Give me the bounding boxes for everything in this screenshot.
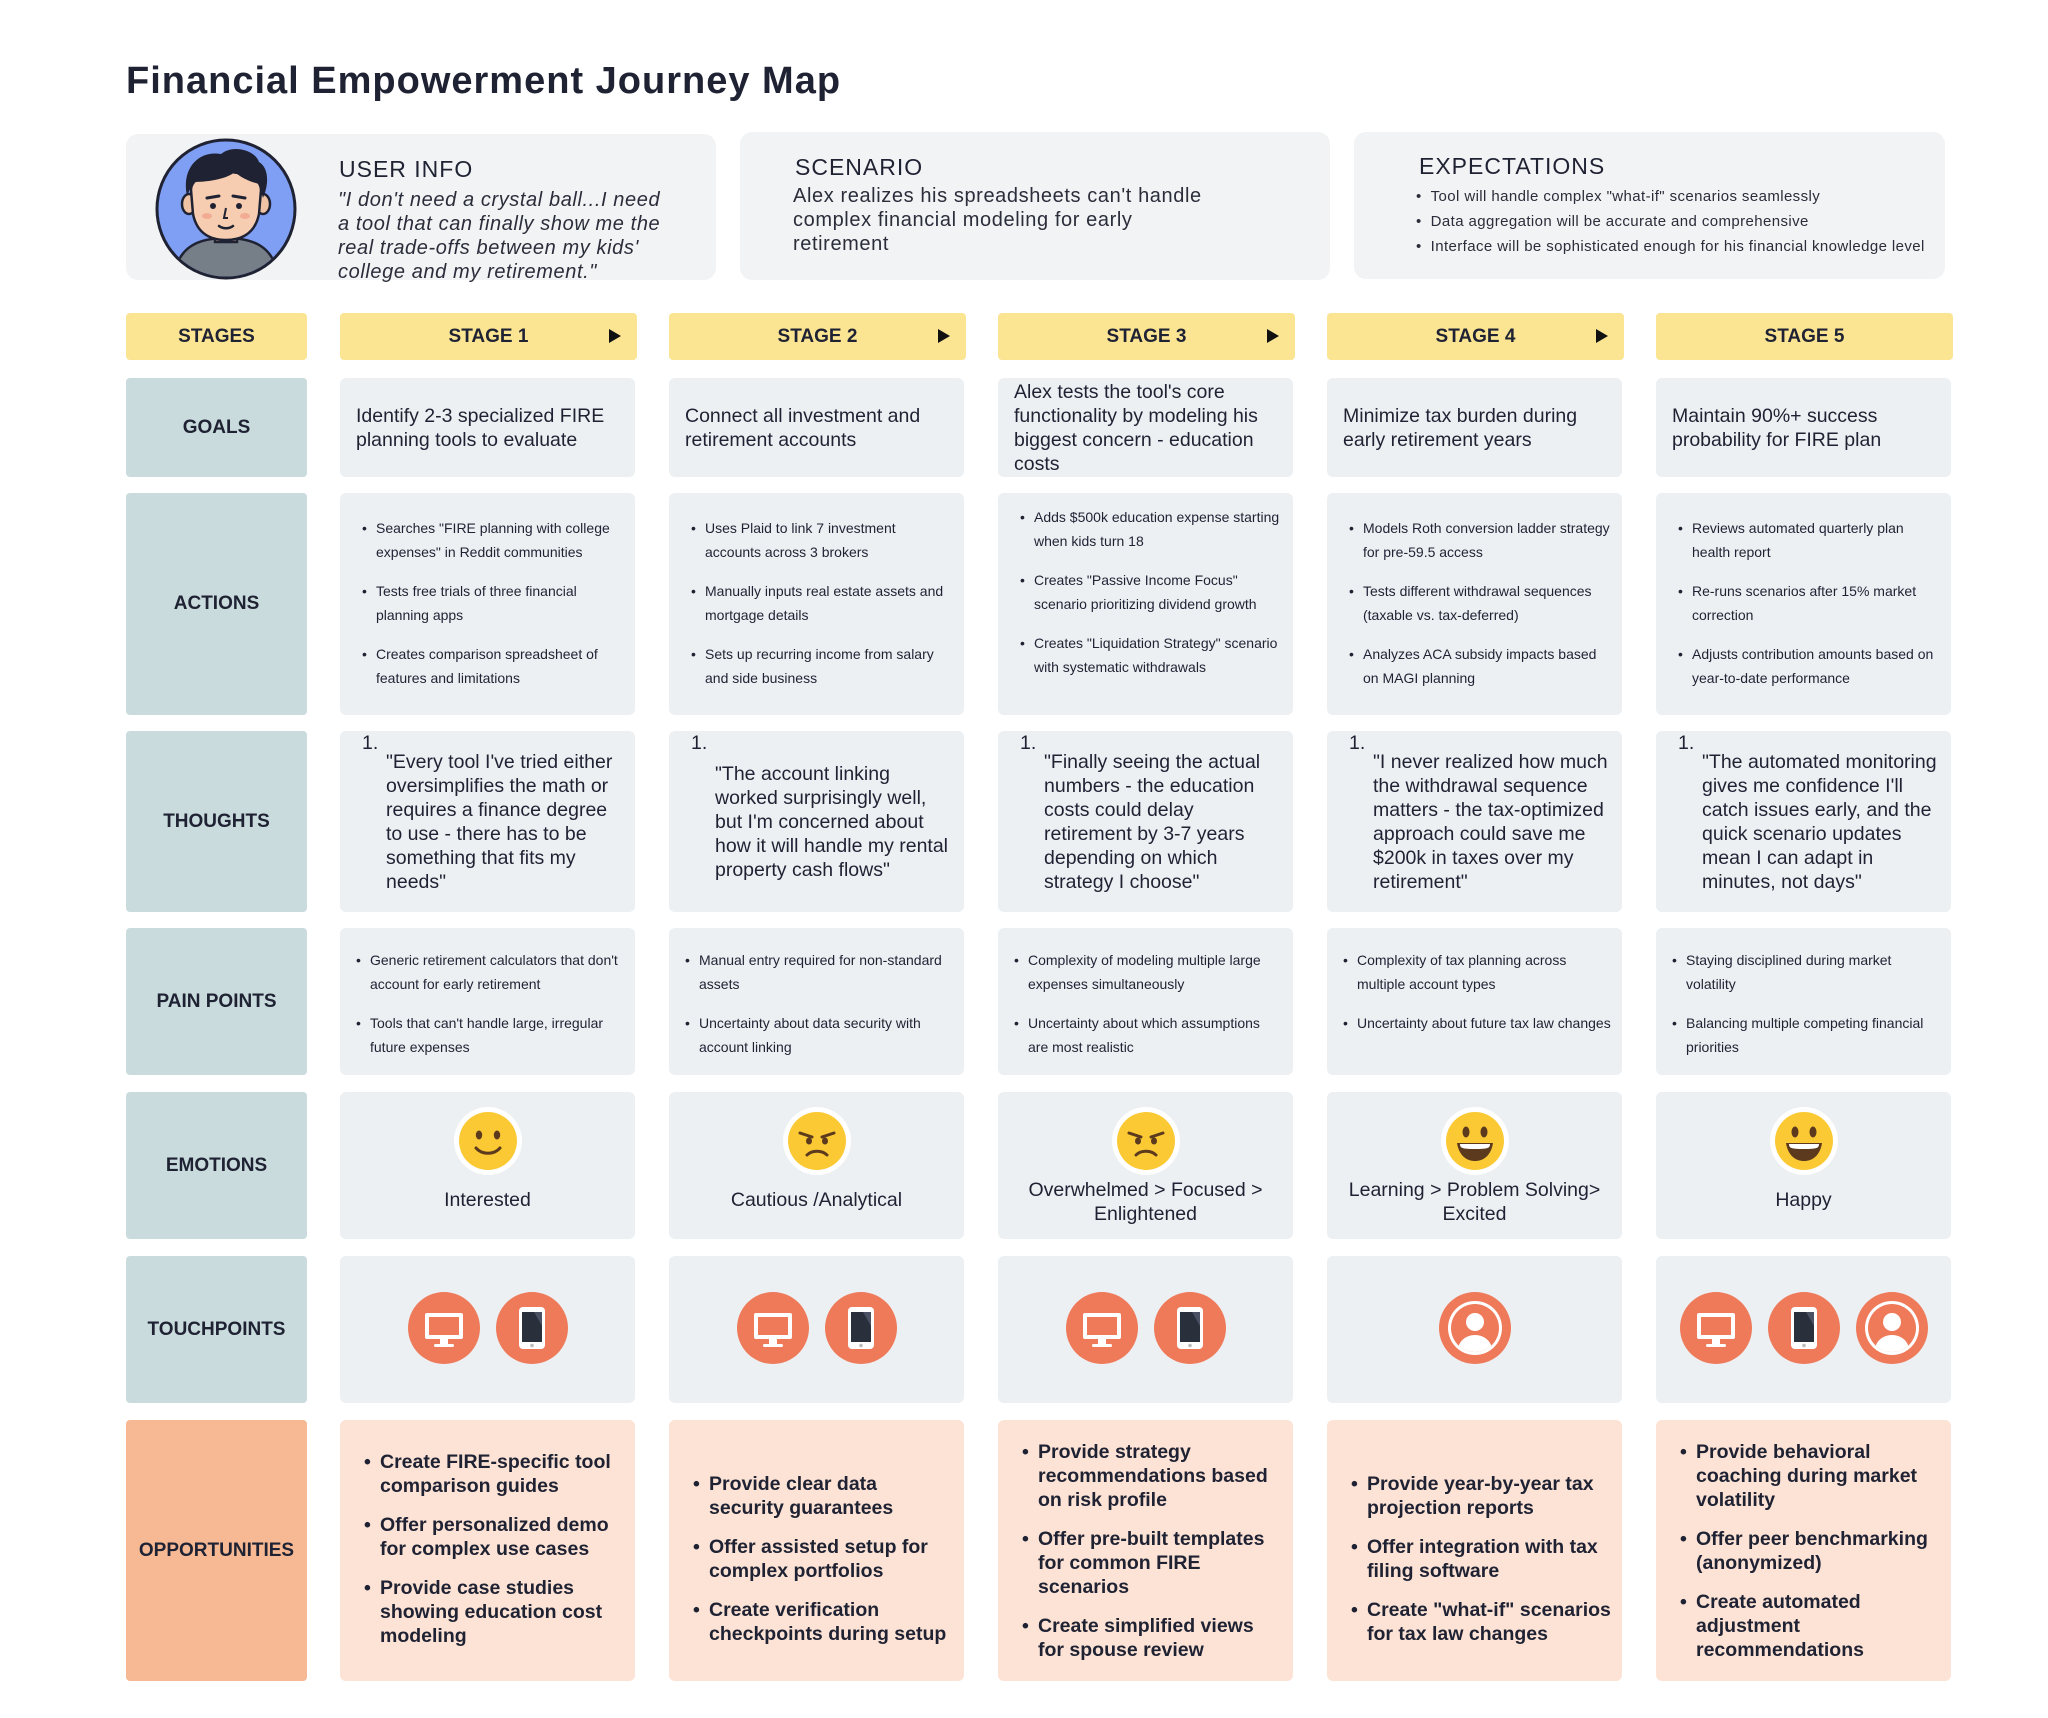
expectations-card xyxy=(1354,132,1945,279)
pain-point-item: • Complexity of tax planning across multiple account types xyxy=(1343,948,1612,996)
desktop-icon xyxy=(1680,1292,1752,1364)
actions-list xyxy=(362,516,625,705)
emotion-label: Overwhelmed > Focused > Enlightened xyxy=(1028,1179,1263,1225)
pain-point-item: • Uncertainty about which assumptions are most realistic xyxy=(1014,1011,1283,1059)
goal-text: Minimize tax burden during early retirement years xyxy=(1343,404,1578,451)
stage-header-1[interactable] xyxy=(340,313,637,360)
stage-header-2[interactable] xyxy=(669,313,966,360)
pain-points-list xyxy=(685,948,954,1074)
play-arrow-icon[interactable] xyxy=(609,329,621,343)
touchpoints-cell xyxy=(998,1256,1293,1403)
play-arrow-icon[interactable] xyxy=(938,329,950,343)
thoughts-cell xyxy=(1327,731,1622,912)
user-icon xyxy=(1439,1292,1511,1364)
thought-text: "Finally seeing the actual numbers - the education costs could delay retirement by 3-7 years depending on which strategy I choose" xyxy=(1044,750,1261,893)
emotion-label: Cautious /Analytical xyxy=(730,1189,903,1211)
actions-cell xyxy=(1656,493,1951,715)
scenario-text: Alex realizes his spreadsheets can't handle complex financial modeling for early retirement xyxy=(793,185,1202,255)
emotions-cell xyxy=(998,1092,1293,1239)
action-item: • Creates "Liquidation Strategy" scenario with systematic withdrawals xyxy=(1020,631,1283,679)
opportunities-cell xyxy=(1656,1420,1951,1681)
opportunities-cell xyxy=(669,1420,964,1681)
opportunity-item: • Offer assisted setup for complex portfolios xyxy=(693,1535,956,1583)
opportunity-item: • Offer integration with tax filing software xyxy=(1351,1535,1614,1583)
stage-header-4[interactable] xyxy=(1327,313,1624,360)
thought-number: 1. xyxy=(1349,732,1366,754)
emotions-cell xyxy=(1327,1092,1622,1239)
stage-label: STAGE 5 xyxy=(1764,325,1845,347)
actions-cell xyxy=(669,493,964,715)
row-label-actions: ACTIONS xyxy=(126,493,307,715)
expectations-heading: EXPECTATIONS xyxy=(1419,153,1606,179)
stage-label: STAGE 3 xyxy=(1106,325,1187,347)
goal-cell xyxy=(669,378,964,477)
user-icon xyxy=(1856,1292,1928,1364)
goal-text: Identify 2-3 specialized FIRE planning tools to evaluate xyxy=(356,404,605,451)
touchpoint-icons xyxy=(1327,1292,1622,1364)
opportunity-item: • Provide year-by-year tax projection reports xyxy=(1351,1472,1614,1520)
desktop-icon xyxy=(408,1292,480,1364)
goal-text: Maintain 90%+ success probability for FIRE plan xyxy=(1672,404,1882,451)
emotion-label: Learning > Problem Solving> Excited xyxy=(1348,1179,1601,1225)
action-item: • Re-runs scenarios after 15% market correction xyxy=(1678,579,1941,627)
desktop-icon xyxy=(737,1292,809,1364)
action-item: • Analyzes ACA subsidy impacts based on MAGI planning xyxy=(1349,642,1612,690)
row-label-goals: GOALS xyxy=(126,378,307,477)
pain-point-item: • Tools that can't handle large, irregular future expenses xyxy=(356,1011,625,1059)
play-arrow-icon[interactable] xyxy=(1267,329,1279,343)
page-title: Financial Empowerment Journey Map xyxy=(126,60,842,102)
row-label-pain-points: PAIN POINTS xyxy=(126,928,307,1075)
pain-points-cell xyxy=(998,928,1293,1075)
actions-cell xyxy=(340,493,635,715)
actions-list xyxy=(1678,516,1941,705)
thoughts-cell xyxy=(669,731,964,912)
goal-text: Connect all investment and retirement accounts xyxy=(685,404,921,451)
goal-cell xyxy=(340,378,635,477)
scenario-heading: SCENARIO xyxy=(795,154,924,180)
row-label-thoughts: THOUGHTS xyxy=(126,731,307,912)
grinning-face-icon xyxy=(1440,1106,1510,1176)
opportunities-cell xyxy=(1327,1420,1622,1681)
pain-points-cell xyxy=(669,928,964,1075)
actions-cell xyxy=(1327,493,1622,715)
actions-list xyxy=(1020,505,1283,694)
thought-block xyxy=(691,731,954,912)
thought-text: "Every tool I've tried either oversimplifies the math or requires a finance degree to use - there has to be something that fits my needs" xyxy=(386,750,613,893)
angry-face-icon xyxy=(782,1106,852,1176)
touchpoints-cell xyxy=(669,1256,964,1403)
opportunities-list xyxy=(1680,1440,1943,1677)
touchpoint-icons xyxy=(1656,1292,1951,1364)
thought-block xyxy=(1020,731,1283,912)
pain-point-item: • Balancing multiple competing financial priorities xyxy=(1672,1011,1941,1059)
row-label-emotions: EMOTIONS xyxy=(126,1092,307,1239)
expectation-item: • Interface will be sophisticated enough for his financial knowledge level xyxy=(1416,234,1925,259)
emotions-cell xyxy=(340,1092,635,1239)
desktop-icon xyxy=(1066,1292,1138,1364)
opportunity-item: • Create verification checkpoints during setup xyxy=(693,1598,956,1646)
tablet-icon xyxy=(1768,1292,1840,1364)
action-item: • Adds $500k education expense starting when kids turn 18 xyxy=(1020,505,1283,553)
expectations-list xyxy=(1416,184,1925,259)
action-item: • Models Roth conversion ladder strategy for pre-59.5 access xyxy=(1349,516,1612,564)
opportunity-item: • Provide clear data security guarantees xyxy=(693,1472,956,1520)
goal-cell xyxy=(998,378,1293,477)
user-avatar xyxy=(155,138,297,280)
emotions-cell xyxy=(1656,1092,1951,1239)
tablet-icon xyxy=(825,1292,897,1364)
pain-points-cell xyxy=(1656,928,1951,1075)
pain-points-list xyxy=(1343,948,1612,1050)
row-label-opportunities: OPPORTUNITIES xyxy=(126,1420,307,1681)
tablet-icon xyxy=(1154,1292,1226,1364)
pain-point-item: • Uncertainty about data security with account linking xyxy=(685,1011,954,1059)
goal-text: Alex tests the tool's core functionality by modeling his biggest concern - education costs xyxy=(1014,380,1258,475)
thought-number: 1. xyxy=(1020,732,1037,754)
pain-point-item: • Complexity of modeling multiple large expenses simultaneously xyxy=(1014,948,1283,996)
thought-block xyxy=(1349,731,1612,912)
touchpoint-icons xyxy=(340,1292,635,1364)
opportunity-item: • Provide behavioral coaching during market volatility xyxy=(1680,1440,1943,1512)
actions-cell xyxy=(998,493,1293,715)
opportunity-item: • Offer personalized demo for complex use cases xyxy=(364,1513,627,1561)
pain-points-list xyxy=(1672,948,1941,1074)
pain-points-list xyxy=(1014,948,1283,1074)
opportunity-item: • Create automated adjustment recommendations xyxy=(1680,1590,1943,1662)
opportunity-item: • Offer peer benchmarking (anonymized) xyxy=(1680,1527,1943,1575)
pain-point-item: • Manual entry required for non-standard assets xyxy=(685,948,954,996)
opportunities-cell xyxy=(998,1420,1293,1681)
actions-list xyxy=(691,516,954,705)
opportunity-item: • Create FIRE-specific tool comparison guides xyxy=(364,1450,627,1498)
stage-header-3[interactable] xyxy=(998,313,1295,360)
stage-header-5[interactable] xyxy=(1656,313,1953,360)
thoughts-cell xyxy=(1656,731,1951,912)
thoughts-cell xyxy=(340,731,635,912)
action-item: • Sets up recurring income from salary and side business xyxy=(691,642,954,690)
stage-label: STAGE 4 xyxy=(1435,325,1516,347)
action-item: • Reviews automated quarterly plan health report xyxy=(1678,516,1941,564)
opportunities-list xyxy=(364,1450,627,1663)
action-item: • Adjusts contribution amounts based on year-to-date performance xyxy=(1678,642,1941,690)
touchpoints-cell xyxy=(1656,1256,1951,1403)
action-item: • Tests different withdrawal sequences (taxable vs. tax-deferred) xyxy=(1349,579,1612,627)
thought-text: "The account linking worked surprisingly well, but I'm concerned about how it will handle my rental property cash flows" xyxy=(715,762,949,881)
pain-points-cell xyxy=(1327,928,1622,1075)
angry-face-icon xyxy=(1111,1106,1181,1176)
pain-points-list xyxy=(356,948,625,1074)
thought-block xyxy=(1678,731,1941,912)
scenario-card xyxy=(740,132,1330,280)
opportunity-item: • Provide strategy recommendations based on risk profile xyxy=(1022,1440,1285,1512)
touchpoints-cell xyxy=(1327,1256,1622,1403)
thought-number: 1. xyxy=(1678,732,1695,754)
thoughts-cell xyxy=(998,731,1293,912)
row-label-touchpoints: TOUCHPOINTS xyxy=(126,1256,307,1403)
thought-text: "The automated monitoring gives me confidence I'll catch issues early, and the quick scenario updates mean I can adapt in minutes, not days" xyxy=(1702,750,1937,893)
pain-points-cell xyxy=(340,928,635,1075)
action-item: • Tests free trials of three financial planning apps xyxy=(362,579,625,627)
emotions-cell xyxy=(669,1092,964,1239)
opportunities-list xyxy=(1351,1472,1614,1661)
pain-point-item: • Uncertainty about future tax law changes xyxy=(1343,1011,1612,1035)
opportunity-item: • Provide case studies showing education cost modeling xyxy=(364,1576,627,1648)
tablet-icon xyxy=(496,1292,568,1364)
row-label-stages: STAGES xyxy=(126,313,307,360)
opportunity-item: • Create simplified views for spouse review xyxy=(1022,1614,1285,1662)
pain-point-item: • Generic retirement calculators that don't account for early retirement xyxy=(356,948,625,996)
action-item: • Manually inputs real estate assets and mortgage details xyxy=(691,579,954,627)
opportunities-list xyxy=(693,1472,956,1661)
grinning-face-icon xyxy=(1769,1106,1839,1176)
actions-list xyxy=(1349,516,1612,705)
thought-text: "I never realized how much the withdrawal sequence matters - the tax-optimized approach could save me $200k in taxes over my retirement" xyxy=(1373,750,1608,893)
touchpoint-icons xyxy=(669,1292,964,1364)
thought-number: 1. xyxy=(691,732,708,754)
action-item: • Creates "Passive Income Focus" scenario prioritizing dividend growth xyxy=(1020,568,1283,616)
emotion-label: Interested xyxy=(444,1189,531,1211)
thought-number: 1. xyxy=(362,732,379,754)
goal-cell xyxy=(1327,378,1622,477)
opportunity-item: • Offer pre-built templates for common FIRE scenarios xyxy=(1022,1527,1285,1599)
opportunities-list xyxy=(1022,1440,1285,1677)
emotion-label: Happy xyxy=(1775,1189,1832,1211)
opportunities-cell xyxy=(340,1420,635,1681)
expectation-item: • Data aggregation will be accurate and comprehensive xyxy=(1416,209,1925,234)
action-item: • Searches "FIRE planning with college expenses" in Reddit communities xyxy=(362,516,625,564)
user-info-quote: "I don't need a crystal ball...I need a tool that can finally show me the real trade-offs between my kids' college and my retirement." xyxy=(338,189,661,283)
expectation-item: • Tool will handle complex "what-if" scenarios seamlessly xyxy=(1416,184,1925,209)
thought-block xyxy=(362,731,625,912)
pain-point-item: • Staying disciplined during market volatility xyxy=(1672,948,1941,996)
touchpoint-icons xyxy=(998,1292,1293,1364)
stage-label: STAGE 1 xyxy=(448,325,529,347)
user-info-heading: USER INFO xyxy=(339,156,474,182)
slightly-smiling-face-icon xyxy=(453,1106,523,1176)
play-arrow-icon[interactable] xyxy=(1596,329,1608,343)
action-item: • Uses Plaid to link 7 investment accounts across 3 brokers xyxy=(691,516,954,564)
goal-cell xyxy=(1656,378,1951,477)
touchpoints-cell xyxy=(340,1256,635,1403)
stage-label: STAGE 2 xyxy=(777,325,858,347)
action-item: • Creates comparison spreadsheet of features and limitations xyxy=(362,642,625,690)
opportunity-item: • Create "what-if" scenarios for tax law changes xyxy=(1351,1598,1614,1646)
